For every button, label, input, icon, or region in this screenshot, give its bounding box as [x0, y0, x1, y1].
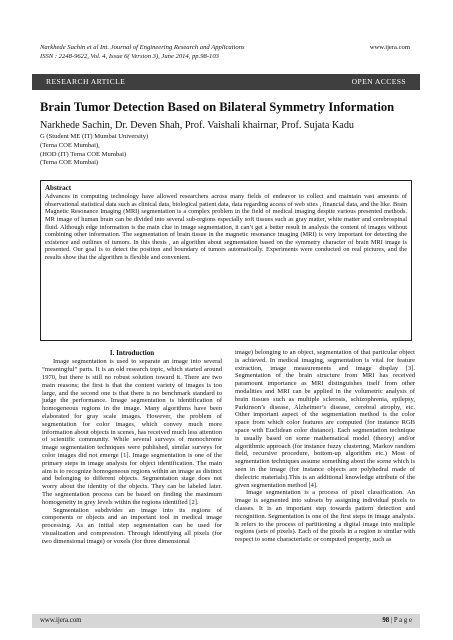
citation-line-2: ISSN : 2248-9622, Vol. 4, Issue 6( Version 3), June 2014, pp.98-103 [40, 52, 219, 60]
right-column [235, 349, 415, 544]
journal-header [40, 44, 410, 61]
affiliation-line: (Terna COE Mumbai), [40, 141, 100, 149]
affiliation-line: G (Student ME (IT) Mumbai University) [40, 133, 149, 140]
body-paragraph: Image segmentation is used to separate an image into several “meaningful” parts. It is an old research topic, which started around 1970, but there is still no robust solution toward it. There are two main reasons; the first is that the content variety of images is too large, and the second one is that there is no benchmark standard to judge the performance. Image segmentation is identification of homogeneous regions in the image. Many algorithms have been elaborated for gray scale images. However, the problem of segmentation for color images, which convey much more information about objects in scenes, has received much less attention of scientific community. While several surveys of monochrome image segmentation techniques were published, similar surveys for color images did not emerge [1]. Image segmentation is one of the primary steps in image analysis for object identification. The main aim is to recognize homogeneous regions within an image as distinct and belonging to different objects. Segmentation stage does not worry about the identity of the objects. They can be labeled later. The segmentation process can be based on finding the maximum homogeneity in grey levels within the regions identified [2]. [42, 358, 222, 506]
open-access-label: OPEN ACCESS [351, 77, 406, 86]
research-article-label: RESEARCH ARTICLE [46, 77, 126, 86]
affiliations [40, 133, 240, 168]
page-number-label [382, 617, 412, 624]
body-paragraph: Image segmentation is a process of pixel classification. An image is segmented into subsets by assigning individual pixels to classes. It is an important step towards pattern detection and recognition. Segmentation is one of the first steps in image analysis. It refers to the process of partitioning a digital image into multiple regions (sets of pixels). Each of the pixels in a region is similar with respect to some characteristic or computed property, such as [235, 489, 415, 544]
citation-line-1: Narkhede Sachin et al Int. Journal of Engineering Research and Applications [40, 44, 245, 51]
footer-website[interactable]: www.ijera.com [40, 617, 82, 624]
article-type-banner [32, 74, 420, 90]
abstract-heading: Abstract [45, 184, 72, 192]
abstract-text: Advances in computing technology have allowed researchers across many fields of endeavor to collect and maintain vast amounts of observational statistical data such as clinical data, biological patient data, data regarding access of web sites , financial data, and the like. Brain Magnetic Resonance Imaging (MRI) segmentation is a complex problem in the field of medical imaging despite various presented methods. MR image of human brain can be divided into several sub-regions especially soft tissues such as gray matter, white matter and cerebrospinal fluid. Although edge information is the main clue in image segmentation, it can’t get a better result in analysis the content of images without combining other information. The segmentation of brain tissue in the magnetic resonance imaging (MRI) is very important for detecting the existence and outlines of tumors. In this thesis , an algorithm about segmentation based on the symmetry character of brain MRI image is presented. Our goal is to detect the position and boundary of tumors automatically. Experiments were conducted on real pictures, and the results show that the algorithm is flexible and convenient. [45, 193, 407, 261]
paper-title: Brain Tumor Detection Based on Bilateral Symmetry Information [40, 100, 395, 114]
page-number: 98 [382, 617, 390, 624]
left-column [42, 349, 222, 546]
body-paragraph: image) belonging to an object, segmentation of that particular object is achieved. In medical imaging, segmentation is vital for feature extraction, image measurements and image display [3]. Segmentation of the brain structure from MRI has received paramount importance as MRI distinguishes itself from other modalities and MRI can be applied in the volumetric analysis of brain tissues such as multiple sclerosis, schizophrenia, epilepsy, Parkinson’s disease, Alzheimer’s disease, cerebral atrophy, etc. Other important aspect of the segmentation method is the color space from which color features are computed (for instance RGB space with Euclidean color distance). Each segmentation technique is usually based on some mathematical model (theory) and/or algorithmic approach (for instance fuzzy clustering, Markov random field, recursive procedure, bottom-up algorithm etc.) Most of segmentation techniques assume something about the scene which is seen in the image (for instance objects are polyhedral made of dielectric materials).This is an additional knowledge attribute of the given segmentation method [4]. [235, 349, 415, 489]
body-paragraph: Segmentation subdivides an image into its regions of components or objects and an important tool in medical image processing. As an initial step segmentation can be used for visualization and compression. Through identifying all pixels (for two dimensional image) or voxels (for three dimensional [42, 506, 222, 545]
journal-website[interactable]: www.ijera.com [369, 44, 410, 51]
abstract-box [40, 180, 412, 341]
page-footer [32, 614, 420, 628]
page-word: | P a g e [389, 617, 412, 624]
affiliation-line: (Terna COE Mumbai) [40, 159, 99, 167]
affiliation-line: (HOD (IT) Terna COE Mumbai) [40, 150, 127, 158]
section-heading-introduction: I. Introduction [109, 349, 155, 357]
author-list: Narkhede Sachin, Dr. Deven Shah, Prof. Vaishali khairnar, Prof. Sujata Kadu [40, 120, 355, 131]
